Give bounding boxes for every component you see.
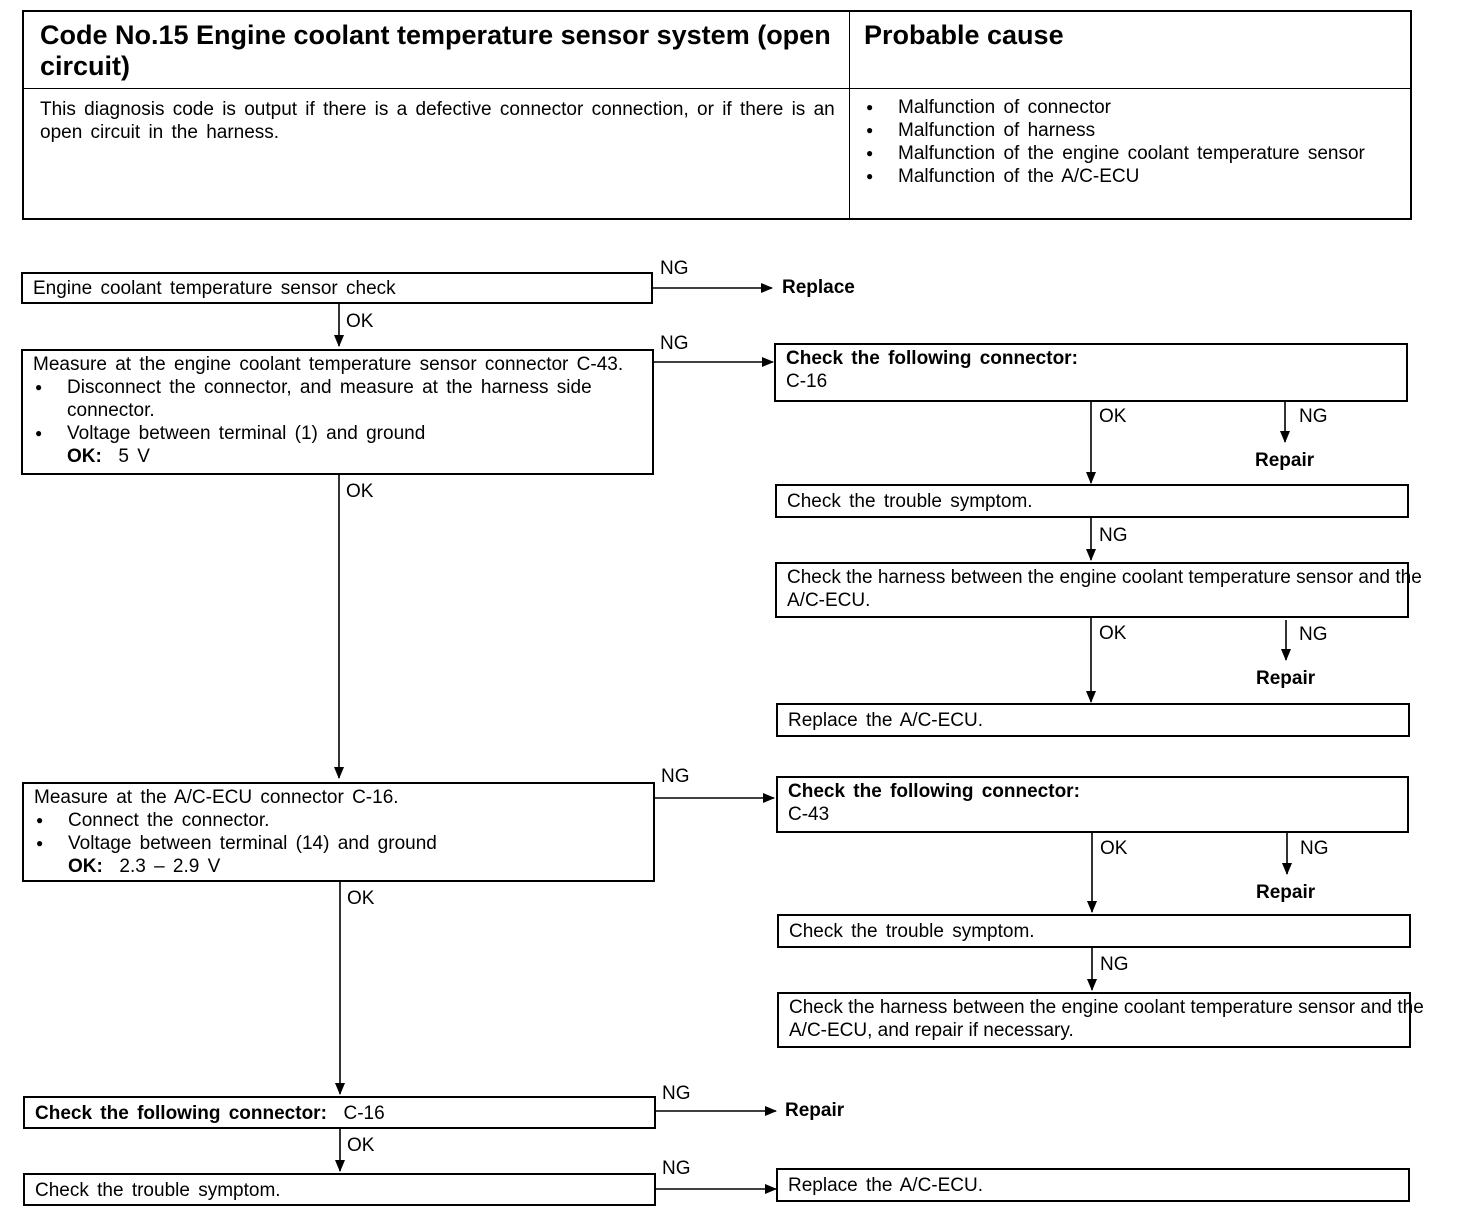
r1-symptom-text: Check the trouble symptom. xyxy=(787,491,1033,512)
ok-spec-value: 2.3 – 2.9 V xyxy=(119,856,221,877)
ok-spec-value: 5 V xyxy=(118,446,150,467)
repair-action: Repair xyxy=(1256,882,1316,903)
repair-action: Repair xyxy=(1255,450,1315,471)
r1-trouble-symptom xyxy=(775,484,1409,518)
step2-bullet: ● Disconnect the connector, and measure at the harness side connector. xyxy=(33,376,627,422)
page-title: Code No.15 Engine coolant temperature sensor system (open circuit) xyxy=(40,20,831,81)
ng-label: NG xyxy=(660,258,689,279)
ng-label: NG xyxy=(1300,838,1329,859)
ok-label: OK xyxy=(347,888,375,909)
cause-item: ● Malfunction of the A/C-ECU xyxy=(864,165,1384,188)
ng-label: NG xyxy=(1299,624,1328,645)
ok-label: OK xyxy=(1100,838,1128,859)
repair-action: Repair xyxy=(785,1100,845,1121)
ok-label: OK xyxy=(1099,623,1127,644)
r2-trouble-symptom xyxy=(777,914,1411,948)
cause-item: ● Malfunction of harness xyxy=(864,119,1384,142)
r1-harness-check xyxy=(775,562,1422,618)
ng-label: NG xyxy=(662,1083,691,1104)
ok-label: OK xyxy=(346,311,374,332)
step5-text: Check the trouble symptom. xyxy=(35,1180,281,1201)
step3-title: Measure at the A/C-ECU connector C-16. xyxy=(34,787,399,808)
step5-trouble-symptom xyxy=(23,1173,656,1206)
step3-bullet: ● Voltage between terminal (14) and ground xyxy=(34,832,643,855)
r1-check-connector xyxy=(774,343,1408,402)
step4-check-connector xyxy=(23,1096,656,1129)
cause-item: ● Malfunction of connector xyxy=(864,96,1384,119)
step2-measure-sensor-connector xyxy=(21,349,654,475)
ng-label: NG xyxy=(1299,406,1328,427)
final-replace-ecu xyxy=(776,1168,1410,1202)
r1-connector-value: C-16 xyxy=(786,371,828,392)
step3-ok-line xyxy=(34,855,643,878)
step1-sensor-check xyxy=(21,272,653,304)
ok-label: OK xyxy=(1099,406,1127,427)
r1-harness-text: Check the harness between the engine coolant temperature sensor and the A/C-ECU. xyxy=(787,567,1422,611)
cause-item: ● Malfunction of the engine coolant temperature sensor xyxy=(864,142,1384,165)
code-description: This diagnosis code is output if there is a defective connector connection, or if there is an open circuit in the harness. xyxy=(40,99,835,143)
final-replace-text: Replace the A/C-ECU. xyxy=(788,1175,984,1196)
ok-spec-label: OK: xyxy=(68,856,103,877)
step2-title: Measure at the engine coolant temperature sensor connector C-43. xyxy=(33,354,624,375)
step3-bullet: ● Connect the connector. xyxy=(34,809,643,832)
step4-value: C-16 xyxy=(343,1103,385,1124)
r2-harness-check xyxy=(777,992,1424,1048)
r2-harness-text: Check the harness between the engine coolant temperature sensor and the A/C-ECU, and repair if necessary. xyxy=(789,997,1424,1041)
ok-spec-label: OK: xyxy=(67,446,102,467)
ng-label: NG xyxy=(660,333,689,354)
replace-action: Replace xyxy=(782,277,855,298)
r2-connector-value: C-43 xyxy=(788,804,830,825)
step2-bullet: ● Voltage between terminal (1) and ground xyxy=(33,422,642,445)
ng-label: NG xyxy=(661,766,690,787)
ok-label: OK xyxy=(346,481,374,502)
step1-text: Engine coolant temperature sensor check xyxy=(33,278,396,299)
probable-cause-heading: Probable cause xyxy=(864,20,1064,50)
repair-action: Repair xyxy=(1256,668,1316,689)
ok-label: OK xyxy=(347,1135,375,1156)
step3-measure-ecu-connector xyxy=(22,782,655,882)
ng-label: NG xyxy=(662,1158,691,1179)
r2-symptom-text: Check the trouble symptom. xyxy=(789,921,1035,942)
r1-replace-text: Replace the A/C-ECU. xyxy=(788,710,984,731)
ng-label: NG xyxy=(1100,954,1129,975)
step2-ok-line xyxy=(33,445,642,468)
r2-check-connector xyxy=(776,776,1409,833)
r1-connector-title: Check the following connector: xyxy=(786,348,1078,369)
r2-connector-title: Check the following connector: xyxy=(788,781,1080,802)
step4-label: Check the following connector: xyxy=(35,1103,327,1124)
r1-replace-ecu xyxy=(776,703,1410,737)
ng-label: NG xyxy=(1099,525,1128,546)
